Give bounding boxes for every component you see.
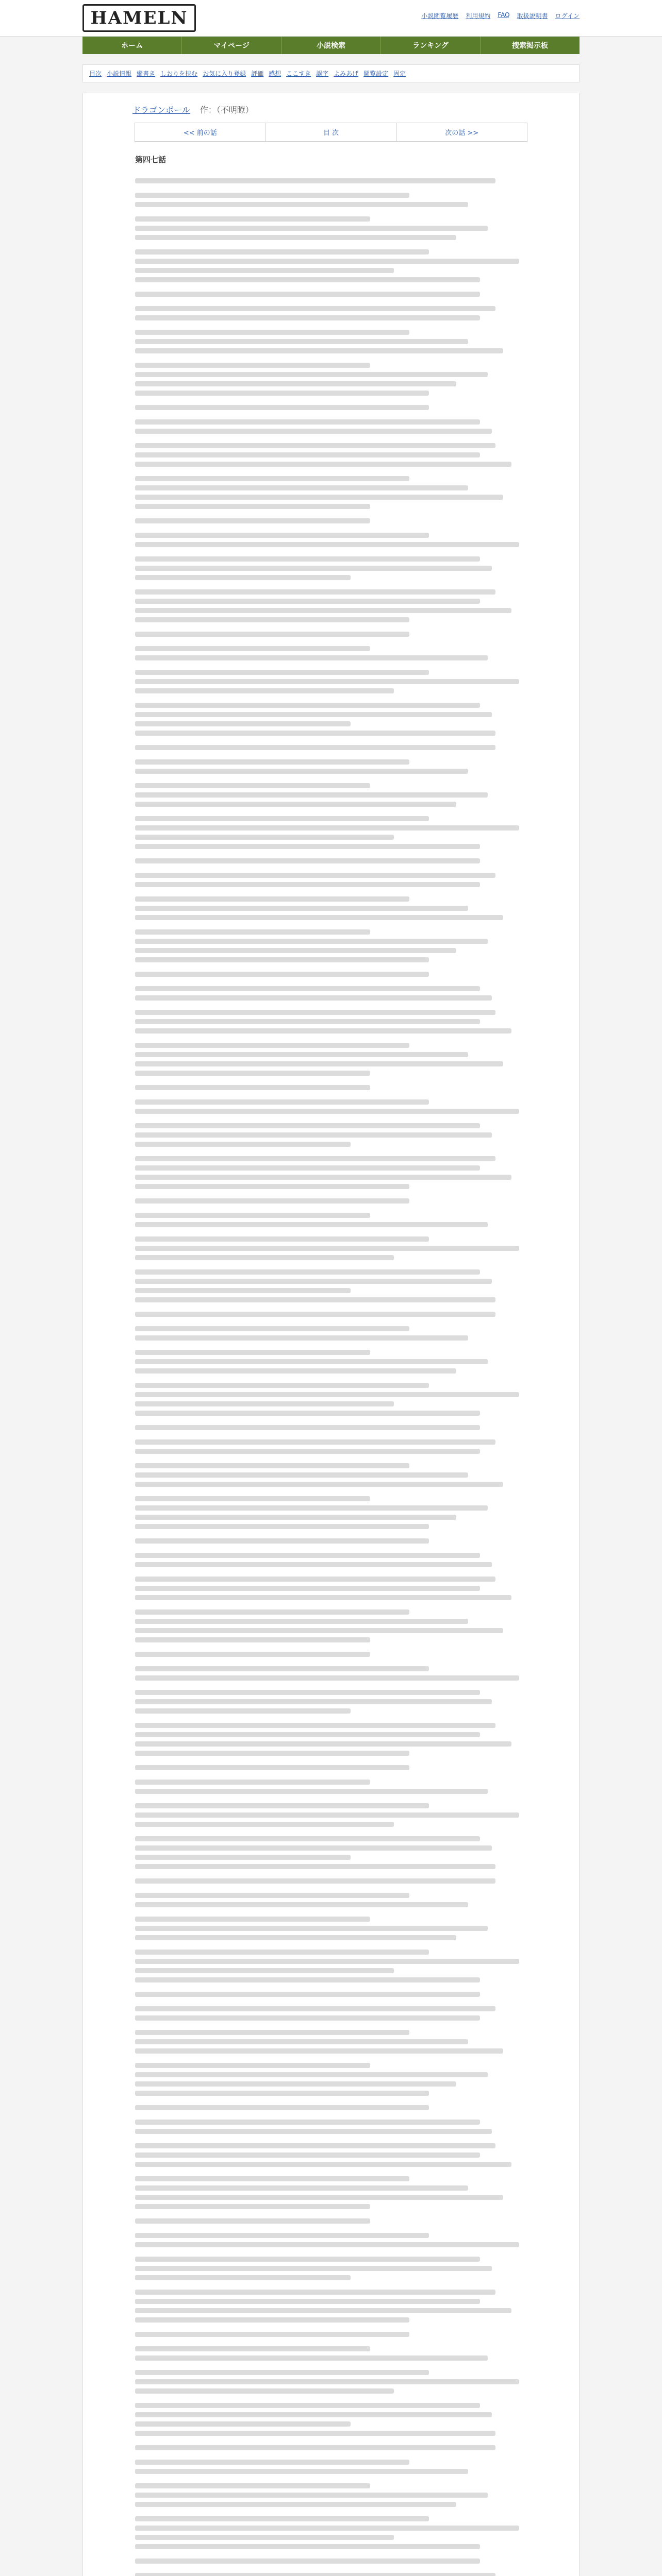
chapter-paragraph: [135, 1780, 527, 1794]
chapter-paragraph: [135, 1326, 527, 1341]
menu-readaloud[interactable]: よみあげ: [334, 70, 359, 77]
chapter-paragraph: [135, 1803, 527, 1827]
chapter-paragraph: [135, 2483, 527, 2507]
prev-chapter-link[interactable]: << 前の話: [135, 123, 266, 141]
nav-board[interactable]: 捜索掲示板: [512, 42, 548, 50]
chapter-paragraph: [135, 1765, 527, 1770]
menu-vertical[interactable]: 縦書き: [137, 70, 156, 77]
chapter-paragraph: [135, 2218, 527, 2224]
chapter-paragraph: [135, 1992, 527, 1997]
chapter-paragraph: [135, 1652, 527, 1657]
chapter-paragraph: [135, 2120, 527, 2134]
chapter-paragraph: [135, 1198, 527, 1204]
top-link-faq[interactable]: FAQ: [498, 11, 510, 19]
nav-ranking[interactable]: ランキング: [381, 37, 481, 54]
menu-bookmark[interactable]: しおりを挟む: [160, 70, 198, 77]
chapter-paragraph: [135, 1609, 527, 1642]
chapter-paragraph: [135, 1383, 527, 1416]
chapter-paragraph: [135, 1350, 527, 1374]
top-link-history[interactable]: 小説閲覧履歴: [421, 12, 459, 20]
toc-link[interactable]: 目 次: [266, 123, 397, 141]
chapter-paragraph: [135, 759, 527, 774]
chapter-paragraph: [135, 1496, 527, 1529]
chapter-paragraph: [135, 1085, 527, 1090]
chapter-paragraph: [135, 1269, 527, 1302]
chapter-paragraph: [135, 589, 527, 622]
chapter-paragraph: [135, 1425, 527, 1430]
chapter-paragraph: [135, 1463, 527, 1487]
chapter-paragraph: [135, 2030, 527, 2054]
chapter-paragraph: [135, 2143, 527, 2167]
menu-typo[interactable]: 誤字: [316, 70, 329, 77]
chapter-paragraph: [135, 178, 527, 183]
chapter-paragraph: [135, 1156, 527, 1189]
work-author: 作：（不明瞭）: [200, 105, 254, 115]
chapter-paragraph: [135, 2445, 527, 2450]
chapter-paragraph: [135, 2063, 527, 2096]
top-link-manual[interactable]: 取扱説明書: [517, 12, 548, 20]
chapter-title: 第四七話: [135, 155, 167, 164]
chapter-paragraph: [135, 556, 527, 580]
chapter-paragraph: [135, 873, 527, 887]
chapter-paragraph: [135, 363, 527, 396]
chapter-paragraph: [135, 1893, 527, 1907]
menu-fixed[interactable]: 固定: [393, 70, 406, 77]
chapter-paragraph: [135, 646, 527, 660]
chapter-paragraph: [135, 896, 527, 920]
chapter-paragraph: [135, 1553, 527, 1567]
top-links: [421, 11, 580, 20]
chapter-paragraph: [135, 1878, 527, 1884]
chapter-paragraph: [135, 2346, 527, 2361]
nav-mypage[interactable]: マイページ: [182, 37, 282, 54]
chapter-paragraph: [135, 670, 527, 693]
chapter-paragraph: [135, 745, 527, 750]
chapter-paragraph: [135, 419, 527, 434]
chapter-paragraph: [135, 249, 527, 282]
pager-top: [135, 123, 527, 142]
top-link-login[interactable]: ログイン: [555, 12, 580, 20]
chapter-paragraph: [135, 216, 527, 240]
chapter-paragraph: [135, 2403, 527, 2436]
chapter-paragraph: [135, 518, 527, 523]
chapter-paragraph: [135, 2006, 527, 2021]
chapter-paragraph: [135, 929, 527, 962]
menu-toc[interactable]: 目次: [89, 70, 102, 77]
chapter-paragraph: [135, 2105, 527, 2110]
menu-settings[interactable]: 閲覧設定: [363, 70, 389, 77]
chapter-body: [135, 154, 527, 2576]
nav-home[interactable]: ホーム: [82, 37, 182, 54]
chapter-paragraph: [135, 193, 527, 207]
chapter-paragraph: [135, 972, 527, 977]
chapter-paragraph: [135, 1690, 527, 1714]
chapter-paragraph: [135, 986, 527, 1001]
chapter-text: [135, 178, 527, 2576]
chapter-paragraph: [135, 1723, 527, 1756]
chapter-paragraph: [135, 2558, 527, 2564]
chapter-paragraph: [135, 1917, 527, 1940]
chapter-paragraph: [135, 292, 527, 297]
chapter-paragraph: [135, 1439, 527, 1454]
chapter-paragraph: [135, 1577, 527, 1600]
chapter-paragraph: [135, 1666, 527, 1681]
chapter-paragraph: [135, 443, 527, 467]
chapter-paragraph: [135, 1538, 527, 1544]
chapter-paragraph: [135, 330, 527, 353]
main-nav: [82, 37, 580, 54]
chapter-paragraph: [135, 1236, 527, 1260]
chapter-paragraph: [135, 2332, 527, 2337]
chapter-paragraph: [135, 703, 527, 736]
chapter-paragraph: [135, 2176, 527, 2209]
chapter-paragraph: [135, 2460, 527, 2474]
chapter-paragraph: [135, 405, 527, 410]
next-chapter-link[interactable]: 次の話 >>: [445, 129, 479, 137]
chapter-paragraph: [135, 1043, 527, 1076]
chapter-paragraph: [135, 2370, 527, 2394]
chapter-paragraph: [135, 2516, 527, 2549]
chapter-paragraph: [135, 1950, 527, 1982]
top-link-terms[interactable]: 利用規約: [466, 12, 491, 20]
chapter-paragraph: [135, 1099, 527, 1114]
chapter-paragraph: [135, 816, 527, 849]
chapter-paragraph: [135, 1213, 527, 1227]
menu-rate[interactable]: 評価: [251, 70, 264, 77]
chapter-paragraph: [135, 1836, 527, 1869]
chapter-paragraph: [135, 476, 527, 509]
chapter-paragraph: [135, 306, 527, 320]
work-title-row: [133, 104, 579, 115]
chapter-paragraph: [135, 632, 527, 637]
nav-search[interactable]: 小説検索: [282, 37, 381, 54]
chapter-paragraph: [135, 783, 527, 807]
chapter-paragraph: [135, 2233, 527, 2247]
site-logo[interactable]: HAMELN: [82, 4, 196, 32]
chapter-paragraph: [135, 2573, 527, 2576]
work-menu: [82, 64, 580, 82]
menu-favorite[interactable]: お気に入り登録: [203, 70, 246, 77]
menu-like[interactable]: ここすき: [286, 70, 311, 77]
chapter-paragraph: [135, 1312, 527, 1317]
menu-info[interactable]: 小説情報: [107, 70, 132, 77]
chapter-paragraph: [135, 858, 527, 863]
chapter-container: [82, 93, 580, 2576]
work-title-link[interactable]: ドラゴンボール: [133, 105, 190, 115]
chapter-paragraph: [135, 1123, 527, 1147]
chapter-paragraph: [135, 2290, 527, 2323]
chapter-paragraph: [135, 2257, 527, 2280]
chapter-paragraph: [135, 533, 527, 547]
top-header: [0, 0, 662, 37]
menu-review[interactable]: 感想: [269, 70, 282, 77]
chapter-paragraph: [135, 1010, 527, 1033]
